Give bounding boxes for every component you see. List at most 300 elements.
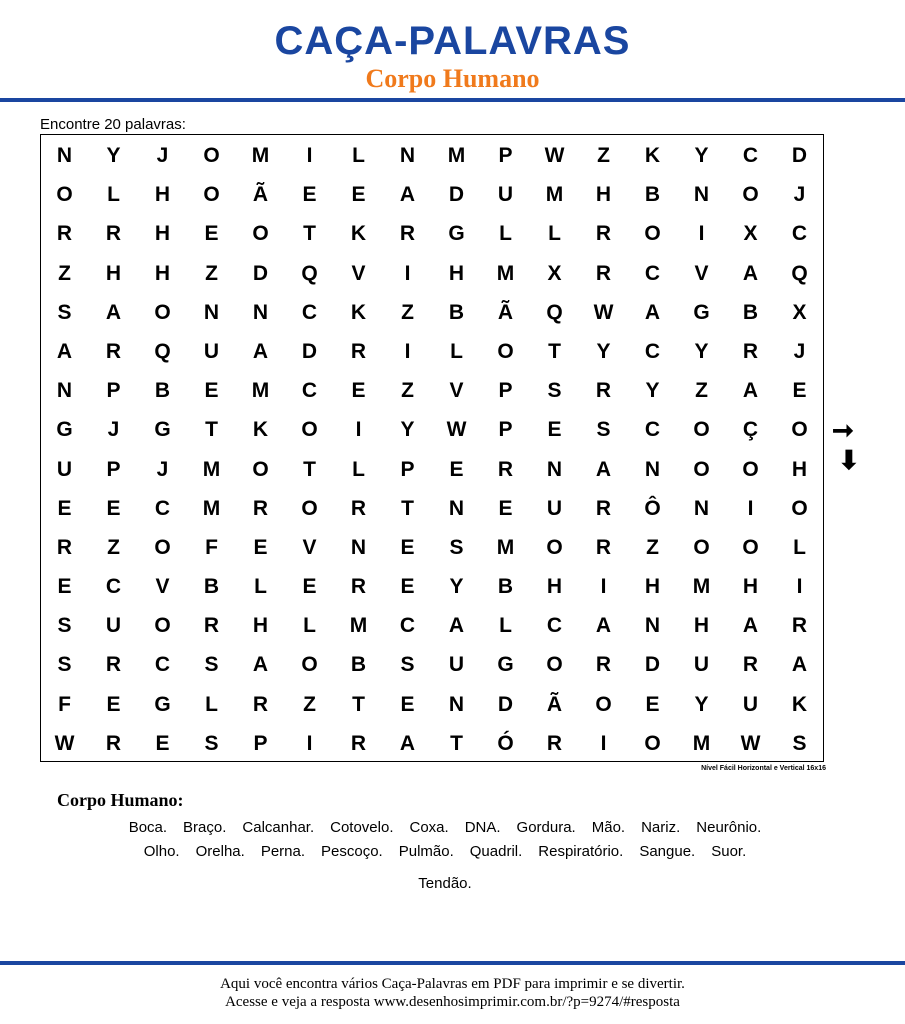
grid-cell[interactable]: O xyxy=(546,535,563,559)
grid-cell[interactable]: F xyxy=(205,535,218,559)
grid-cell[interactable]: A xyxy=(595,614,612,638)
grid-cell[interactable]: C xyxy=(105,575,122,599)
word-list xyxy=(60,816,830,896)
grid-cell[interactable]: V xyxy=(694,261,709,285)
grid-cell[interactable]: N xyxy=(203,300,220,324)
grid-row xyxy=(40,175,824,214)
grid-cell[interactable]: O xyxy=(252,457,269,481)
grid-cell[interactable]: M xyxy=(692,731,711,755)
grid-cell[interactable]: X xyxy=(792,300,807,324)
grid-cell[interactable]: O xyxy=(644,731,661,755)
grid-cell[interactable]: A xyxy=(56,339,73,363)
page-subtitle: Corpo Humano xyxy=(365,64,540,93)
grid-cell[interactable]: Z xyxy=(58,261,71,285)
grid-cell[interactable]: G xyxy=(154,418,171,442)
grid-cell[interactable]: C xyxy=(644,339,661,363)
word-item: Braço. xyxy=(183,819,227,836)
grid-cell[interactable]: R xyxy=(350,731,367,755)
grid-row xyxy=(40,371,824,410)
grid-cell[interactable]: V xyxy=(351,261,366,285)
grid-cell[interactable]: E xyxy=(449,457,464,481)
grid-cell[interactable]: N xyxy=(399,144,416,167)
grid-cell[interactable]: R xyxy=(595,653,612,677)
grid-cell[interactable]: M xyxy=(447,144,466,167)
grid-cell[interactable]: Z xyxy=(205,261,218,285)
word-item: Nariz. xyxy=(641,819,681,836)
grid-cell[interactable]: I xyxy=(306,144,313,167)
grid-cell[interactable]: Q xyxy=(301,261,318,285)
grid-row xyxy=(40,606,824,645)
grid-cell[interactable]: S xyxy=(400,653,415,677)
grid-cell[interactable]: U xyxy=(693,653,710,677)
grid-cell[interactable]: O xyxy=(644,222,661,246)
grid-cell[interactable]: I xyxy=(747,496,754,520)
grid-cell[interactable]: X xyxy=(743,222,758,246)
grid-cell[interactable]: A xyxy=(399,183,416,207)
grid-cell[interactable]: J xyxy=(793,339,806,363)
grid-cell[interactable]: S xyxy=(596,418,611,442)
grid-cell[interactable]: H xyxy=(105,261,122,285)
grid-cell[interactable]: L xyxy=(303,614,316,638)
grid-cell[interactable]: Z xyxy=(107,535,120,559)
grid-cell[interactable]: H xyxy=(595,183,612,207)
grid-cell[interactable]: N xyxy=(56,144,73,167)
grid-cell[interactable]: G xyxy=(693,300,710,324)
grid-cell[interactable]: V xyxy=(449,379,464,403)
grid-cell[interactable]: E xyxy=(253,535,268,559)
grid-cell[interactable]: A xyxy=(595,457,612,481)
grid-cell[interactable]: B xyxy=(644,183,661,207)
grid-cell[interactable]: A xyxy=(644,300,661,324)
grid-cell[interactable]: U xyxy=(546,496,563,520)
grid-cell[interactable]: Ô xyxy=(644,496,661,520)
grid-cell[interactable]: E xyxy=(547,418,562,442)
word-item: Perna. xyxy=(260,843,306,860)
grid-cell[interactable]: N xyxy=(448,692,465,716)
grid-cell[interactable]: I xyxy=(600,731,607,755)
grid-cell[interactable]: Ç xyxy=(742,418,759,442)
grid-cell[interactable]: P xyxy=(498,379,513,403)
grid-cell[interactable]: E xyxy=(57,575,72,599)
grid-cell[interactable]: L xyxy=(352,144,365,167)
grid-cell[interactable]: N xyxy=(644,457,661,481)
grid-cell[interactable]: P xyxy=(498,144,513,167)
grid-cell[interactable]: A xyxy=(399,731,416,755)
word-item: Pulmão. xyxy=(398,843,454,860)
word-item: Olho. xyxy=(143,843,180,860)
grid-cell[interactable]: D xyxy=(301,339,318,363)
grid-cell[interactable]: R xyxy=(203,614,220,638)
grid-cell[interactable]: L xyxy=(499,222,512,246)
grid-cell[interactable]: E xyxy=(351,183,366,207)
grid-cell[interactable]: J xyxy=(793,183,806,207)
grid-cell[interactable]: M xyxy=(202,496,221,520)
grid-row xyxy=(40,254,824,293)
grid-cell[interactable]: C xyxy=(154,496,171,520)
grid-cell[interactable]: P xyxy=(498,418,513,442)
grid-cell[interactable]: S xyxy=(547,379,562,403)
grid-cell[interactable]: E xyxy=(204,222,219,246)
grid-cell[interactable]: R xyxy=(350,496,367,520)
grid-cell[interactable]: M xyxy=(496,261,515,285)
grid-cell[interactable]: E xyxy=(204,379,219,403)
grid-cell[interactable]: L xyxy=(107,183,120,207)
grid-cell[interactable]: I xyxy=(355,418,362,442)
grid-cell[interactable]: N xyxy=(56,379,73,403)
grid-cell[interactable]: L xyxy=(450,339,463,363)
grid-cell[interactable]: O xyxy=(595,692,612,716)
grid-cell[interactable]: Z xyxy=(695,379,708,403)
instructions: Encontre 20 palavras: xyxy=(40,116,186,133)
word-search-grid[interactable] xyxy=(40,136,824,763)
grid-cell[interactable]: A xyxy=(742,614,759,638)
top-divider xyxy=(0,98,905,102)
word-item: Cotovelo. xyxy=(330,819,394,836)
grid-cell[interactable]: O xyxy=(497,339,514,363)
grid-cell[interactable]: G xyxy=(448,222,465,246)
grid-cell[interactable]: P xyxy=(253,731,268,755)
grid-row xyxy=(40,489,824,528)
grid-cell[interactable]: R xyxy=(595,535,612,559)
grid-cell[interactable]: N xyxy=(546,457,563,481)
grid-cell[interactable]: R xyxy=(742,339,759,363)
grid-cell[interactable]: K xyxy=(350,222,367,246)
grid-cell[interactable]: M xyxy=(496,535,515,559)
grid-cell[interactable]: H xyxy=(154,222,171,246)
grid-cell[interactable]: V xyxy=(302,535,317,559)
grid-cell[interactable]: K xyxy=(252,418,269,442)
grid-cell[interactable]: O xyxy=(791,418,808,442)
grid-cell[interactable]: O xyxy=(742,183,759,207)
grid-cell[interactable]: O xyxy=(301,653,318,677)
grid-cell[interactable]: R xyxy=(595,222,612,246)
word-item: Coxa. xyxy=(409,819,449,836)
grid-cell[interactable]: R xyxy=(791,614,808,638)
grid-cell[interactable]: F xyxy=(58,692,71,716)
grid-cell[interactable]: I xyxy=(796,575,803,599)
grid-cell[interactable]: J xyxy=(156,144,169,167)
grid-cell[interactable]: H xyxy=(791,457,808,481)
grid-cell[interactable]: R xyxy=(56,222,73,246)
page-title: CAÇA-PALAVRAS xyxy=(274,19,631,63)
grid-cell[interactable]: J xyxy=(156,457,169,481)
grid-cell[interactable]: O xyxy=(56,183,73,207)
grid-cell[interactable]: S xyxy=(204,731,219,755)
grid-cell[interactable]: C xyxy=(301,300,318,324)
grid-cell[interactable]: Ó xyxy=(497,731,514,755)
grid-cell[interactable]: R xyxy=(105,222,122,246)
word-item: Neurônio. xyxy=(696,819,762,836)
footer-line-1: Aqui você encontra vários Caça-Palavras em PDF para imprimir e se divertir. xyxy=(220,976,685,992)
grid-cell[interactable]: H xyxy=(546,575,563,599)
grid-cell[interactable]: M xyxy=(349,614,368,638)
grid-cell[interactable]: O xyxy=(154,300,171,324)
grid-cell[interactable]: O xyxy=(546,653,563,677)
grid-cell[interactable]: O xyxy=(742,457,759,481)
word-item: Respiratório. xyxy=(538,843,624,860)
grid-cell[interactable]: C xyxy=(644,418,661,442)
grid-cell[interactable]: O xyxy=(742,535,759,559)
grid-cell[interactable]: E xyxy=(351,379,366,403)
grid-cell[interactable]: E xyxy=(400,535,415,559)
grid-cell[interactable]: Q xyxy=(546,300,563,324)
grid-cell[interactable]: N xyxy=(693,496,710,520)
grid-cell[interactable]: R xyxy=(350,575,367,599)
grid-cell[interactable]: C xyxy=(791,222,808,246)
grid-row xyxy=(40,528,824,567)
grid-cell[interactable]: Y xyxy=(694,692,709,716)
grid-cell[interactable]: L xyxy=(205,692,218,716)
grid-cell[interactable]: H xyxy=(154,261,171,285)
grid-cell[interactable]: X xyxy=(547,261,562,285)
grid-cell[interactable]: A xyxy=(742,261,759,285)
grid-cell[interactable]: O xyxy=(693,418,710,442)
grid-cell[interactable]: D xyxy=(644,653,661,677)
grid-cell[interactable]: Z xyxy=(646,535,659,559)
grid-cell[interactable]: M xyxy=(545,183,564,207)
grid-cell[interactable]: H xyxy=(644,575,661,599)
grid-cell[interactable]: I xyxy=(698,222,705,246)
grid-cell[interactable]: O xyxy=(252,222,269,246)
grid-cell[interactable]: D xyxy=(497,692,514,716)
grid-cell[interactable]: T xyxy=(205,418,218,442)
grid-cell[interactable]: E xyxy=(106,692,121,716)
grid-cell[interactable]: Y xyxy=(694,339,709,363)
grid-row xyxy=(40,685,824,724)
grid-cell[interactable]: D xyxy=(252,261,269,285)
word-item: Gordura. xyxy=(516,819,576,836)
footer xyxy=(0,975,905,1011)
grid-row xyxy=(40,332,824,371)
word-item: Boca. xyxy=(128,819,168,836)
grid-cell[interactable]: I xyxy=(404,339,411,363)
grid-cell[interactable]: A xyxy=(105,300,122,324)
grid-cell[interactable]: O xyxy=(203,144,220,167)
grid-cell[interactable]: R xyxy=(56,535,73,559)
grid-cell[interactable]: S xyxy=(57,653,72,677)
grid-cell[interactable]: W xyxy=(54,731,75,755)
grid-cell[interactable]: L xyxy=(499,614,512,638)
grid-cell[interactable]: C xyxy=(644,261,661,285)
grid-cell[interactable]: G xyxy=(497,653,514,677)
grid-cell[interactable]: A xyxy=(448,614,465,638)
grid-cell[interactable]: O xyxy=(154,614,171,638)
grid-cell[interactable]: R xyxy=(595,379,612,403)
grid-cell[interactable]: P xyxy=(106,457,121,481)
grid-cell[interactable]: B xyxy=(742,300,759,324)
grid-cell[interactable]: O xyxy=(301,418,318,442)
grid-cell[interactable]: U xyxy=(742,692,759,716)
grid-cell[interactable]: C xyxy=(546,614,563,638)
grid-cell[interactable]: T xyxy=(303,222,316,246)
grid-cell[interactable]: O xyxy=(154,535,171,559)
grid-cell[interactable]: P xyxy=(400,457,415,481)
grid-cell[interactable]: D xyxy=(791,144,808,167)
grid-cell[interactable]: W xyxy=(740,731,761,755)
grid-cell[interactable]: U xyxy=(497,183,514,207)
grid-cell[interactable]: B xyxy=(497,575,514,599)
grid-cell[interactable]: R xyxy=(252,692,269,716)
grid-cell[interactable]: C xyxy=(742,144,759,167)
grid-cell[interactable]: Ã xyxy=(546,692,563,716)
grid-cell[interactable]: S xyxy=(57,614,72,638)
grid-cell[interactable]: S xyxy=(204,653,219,677)
grid-cell[interactable]: U xyxy=(448,653,465,677)
grid-cell[interactable]: E xyxy=(400,575,415,599)
grid-cell[interactable]: O xyxy=(203,183,220,207)
footer-line-2: Acesse e veja a resposta www.desenhosimprimir.com.br/?p=9274/#resposta xyxy=(225,994,680,1010)
word-item: Pescoço. xyxy=(321,843,383,860)
grid-cell[interactable]: R xyxy=(546,731,563,755)
arrow-down-icon: ⬇ xyxy=(838,445,860,475)
grid-cell[interactable]: A xyxy=(791,653,808,677)
grid-cell[interactable]: Ã xyxy=(497,300,514,324)
grid-cell[interactable]: B xyxy=(154,379,171,403)
grid-cell[interactable]: H xyxy=(154,183,171,207)
grid-cell[interactable]: O xyxy=(301,496,318,520)
grid-cell[interactable]: C xyxy=(154,653,171,677)
grid-cell[interactable]: Y xyxy=(694,144,709,167)
grid-cell[interactable]: R xyxy=(105,731,122,755)
word-item: Quadril. xyxy=(469,843,523,860)
grid-cell[interactable]: O xyxy=(693,535,710,559)
grid-row xyxy=(40,410,824,449)
grid-cell[interactable]: H xyxy=(693,614,710,638)
grid-cell[interactable]: A xyxy=(252,339,269,363)
grid-cell[interactable]: U xyxy=(56,457,73,481)
grid-cell[interactable]: L xyxy=(793,535,806,559)
grid-cell[interactable]: K xyxy=(791,692,808,716)
grid-cell[interactable]: N xyxy=(644,614,661,638)
grid-row xyxy=(40,567,824,606)
grid-cell[interactable]: E xyxy=(498,496,513,520)
grid-cell[interactable]: I xyxy=(600,575,607,599)
grid-cell[interactable]: Y xyxy=(449,575,464,599)
grid-cell[interactable]: R xyxy=(497,457,514,481)
grid-cell[interactable]: E xyxy=(106,496,121,520)
grid-cell[interactable]: W xyxy=(544,144,565,167)
grid-cell[interactable]: U xyxy=(105,614,122,638)
grid-cell[interactable]: N xyxy=(252,300,269,324)
grid-cell[interactable]: G xyxy=(154,692,171,716)
grid-cell[interactable]: H xyxy=(252,614,269,638)
grid-cell[interactable]: R xyxy=(105,339,122,363)
grid-cell[interactable]: B xyxy=(350,653,367,677)
grid-cell[interactable]: N xyxy=(693,183,710,207)
grid-cell[interactable]: S xyxy=(792,731,807,755)
grid-cell[interactable]: K xyxy=(350,300,367,324)
grid-cell[interactable]: R xyxy=(252,496,269,520)
grid-cell[interactable]: L xyxy=(352,457,365,481)
grid-cell[interactable]: C xyxy=(399,614,416,638)
grid-cell[interactable]: H xyxy=(448,261,465,285)
grid-cell[interactable]: K xyxy=(644,144,661,167)
grid-cell[interactable]: I xyxy=(306,731,313,755)
grid-cell[interactable]: B xyxy=(448,300,465,324)
grid-cell[interactable]: H xyxy=(742,575,759,599)
grid-cell[interactable]: N xyxy=(350,535,367,559)
grid-cell[interactable]: Y xyxy=(596,339,611,363)
grid-cell[interactable]: T xyxy=(450,731,463,755)
grid-cell[interactable]: B xyxy=(203,575,220,599)
grid-cell[interactable]: E xyxy=(302,575,317,599)
grid-cell[interactable]: W xyxy=(593,300,614,324)
grid-cell[interactable]: Y xyxy=(645,379,660,403)
grid-cell[interactable]: T xyxy=(401,496,414,520)
grid-cell[interactable]: Y xyxy=(106,144,121,167)
word-item: Suor. xyxy=(711,843,747,860)
grid-row xyxy=(40,724,824,763)
grid-cell[interactable]: E xyxy=(645,692,660,716)
grid-cell[interactable]: E xyxy=(57,496,72,520)
grid-cell[interactable]: G xyxy=(56,418,73,442)
grid-cell[interactable]: D xyxy=(448,183,465,207)
grid-cell[interactable]: I xyxy=(404,261,411,285)
grid-cell[interactable]: R xyxy=(399,222,416,246)
word-item: Calcanhar. xyxy=(242,819,315,836)
grid-cell[interactable]: E xyxy=(792,379,807,403)
grid-cell[interactable]: O xyxy=(791,496,808,520)
grid-cell[interactable]: R xyxy=(350,339,367,363)
grid-cell[interactable]: R xyxy=(105,653,122,677)
grid-row xyxy=(40,293,824,332)
grid-cell[interactable]: W xyxy=(446,418,467,442)
grid-cell[interactable]: J xyxy=(107,418,120,442)
grid-row xyxy=(40,214,824,253)
grid-cell[interactable]: S xyxy=(57,300,72,324)
word-item: DNA. xyxy=(464,819,501,836)
grid-cell[interactable]: E xyxy=(400,692,415,716)
grid-cell[interactable]: L xyxy=(548,222,561,246)
grid-cell[interactable]: M xyxy=(202,457,221,481)
grid-cell[interactable]: Q xyxy=(154,339,171,363)
grid-cell[interactable]: C xyxy=(301,379,318,403)
grid-cell[interactable]: N xyxy=(448,496,465,520)
grid-cell[interactable]: Z xyxy=(401,300,414,324)
grid-cell[interactable]: Z xyxy=(401,379,414,403)
grid-row xyxy=(40,136,824,175)
grid-cell[interactable]: Ã xyxy=(252,183,269,207)
grid-cell[interactable]: P xyxy=(106,379,121,403)
grid-cell[interactable]: R xyxy=(595,261,612,285)
grid-cell[interactable]: M xyxy=(251,144,270,167)
grid-cell[interactable]: A xyxy=(252,653,269,677)
grid-cell[interactable]: M xyxy=(251,379,270,403)
grid-cell[interactable]: A xyxy=(742,379,759,403)
grid-cell[interactable]: T xyxy=(303,457,316,481)
grid-cell[interactable]: E xyxy=(302,183,317,207)
grid-cell[interactable]: E xyxy=(155,731,170,755)
word-list-title: Corpo Humano: xyxy=(57,790,184,810)
grid-cell[interactable]: R xyxy=(742,653,759,677)
grid-cell[interactable]: S xyxy=(449,535,464,559)
grid-cell[interactable]: O xyxy=(693,457,710,481)
grid-cell[interactable]: R xyxy=(595,496,612,520)
grid-cell[interactable]: Z xyxy=(303,692,316,716)
grid-cell[interactable]: Q xyxy=(791,261,808,285)
grid-cell[interactable]: Y xyxy=(400,418,415,442)
grid-cell[interactable]: M xyxy=(692,575,711,599)
grid-cell[interactable]: V xyxy=(155,575,170,599)
grid-cell[interactable]: U xyxy=(203,339,220,363)
word-item: Orelha. xyxy=(195,843,245,860)
grid-cell[interactable]: T xyxy=(352,692,365,716)
word-item: Tendão. xyxy=(418,875,472,892)
grid-cell[interactable]: T xyxy=(548,339,561,363)
grid-cell[interactable]: Z xyxy=(597,144,610,167)
grid-cell[interactable]: L xyxy=(254,575,267,599)
level-note: Nível Fácil Horizontal e Vertical 16x16 xyxy=(701,765,826,772)
